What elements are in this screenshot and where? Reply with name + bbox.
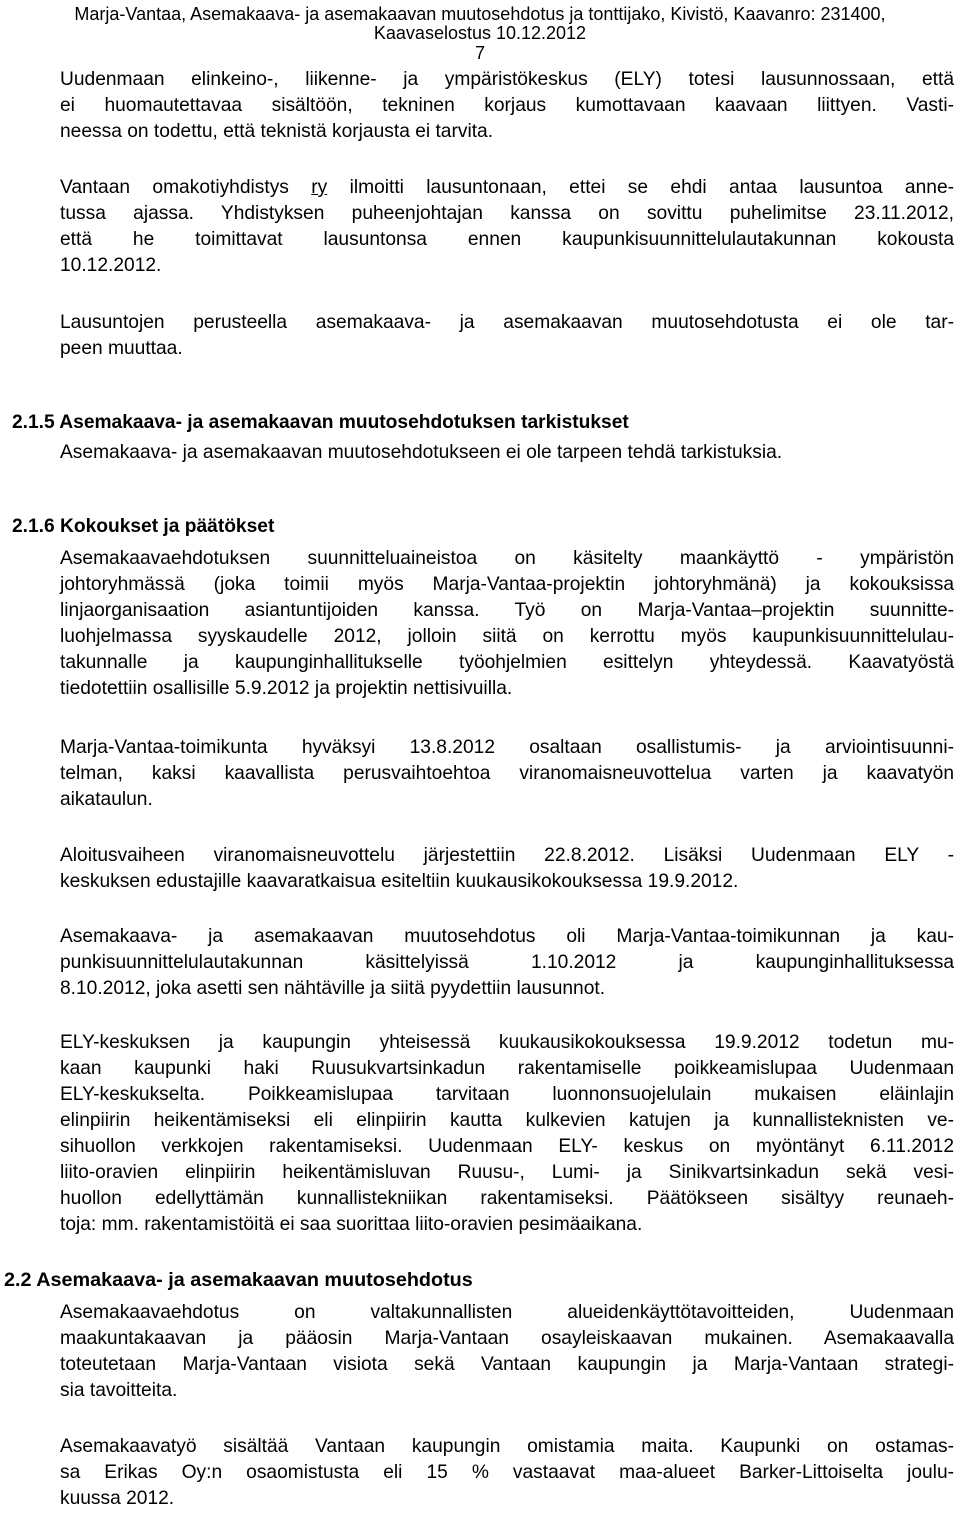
text-line: Asemakaava- ja asemakaavan muutosehdotus oli Marja-Vantaa-toimikunnan ja kau- [60, 926, 954, 947]
text-line: ei huomautettavaa sisältöön, tekninen korjaus kumottavaan kaavaan liittyen. Vasti- [60, 95, 954, 116]
text-span: Vantaan omakotiyhdistys [60, 177, 312, 198]
running-header-line-2: Kaavaselostus 10.12.2012 [373, 23, 587, 43]
text-line: tussa ajassa. Yhdistyksen puheenjohtajan kanssa on sovittu puhelimitse 23.11.2012, [60, 203, 954, 224]
text-line: Asemakaavaehdotus on valtakunnallisten alueidenkäyttötavoitteiden, Uudenmaan [60, 1302, 954, 1323]
text-line: 8.10.2012, joka asetti sen nähtäville ja siitä pyydettiin lausunnot. [60, 978, 606, 999]
text-line: Marja-Vantaa-toimikunta hyväksyi 13.8.2012 osaltaan osallistumis- ja arviointisuunni- [60, 737, 954, 758]
paragraph-aloitusvaihe [60, 843, 954, 895]
text-line: toteutetaan Marja-Vantaan visiota sekä Vantaan kaupungin ja Marja-Vantaan strategi- [60, 1354, 954, 1375]
paragraph-lausuntojen-perusteella [60, 310, 954, 362]
section-heading-2-2: 2.2 Asemakaava- ja asemakaavan muutosehdotus [4, 1269, 473, 1291]
text-line: huollon edellyttämän kunnallistekniikan rakentamiseksi. Päätökseen sisältyy reunaeh- [60, 1188, 954, 1209]
text-line: johtoryhmässä (joka toimii myös Marja-Vantaa-projektin johtoryhmänä) ja kokouksissa [60, 574, 954, 595]
text-line: Asemakaavaehdotuksen suunnitteluaineistoa on käsitelty maankäyttö - ympäristön [60, 548, 954, 569]
text-line: luohjelmassa syyskaudelle 2012, jolloin siitä on kerrottu myös kaupunkisuunnittelulau- [60, 626, 954, 647]
text-line: neessa on todettu, että teknistä korjausta ei tarvita. [60, 121, 494, 142]
text-line: Lausuntojen perusteella asemakaava- ja asemakaavan muutosehdotusta ei ole tar- [60, 312, 954, 333]
text-line: Aloitusvaiheen viranomaisneuvottelu järjestettiin 22.8.2012. Lisäksi Uudenmaan ELY - [60, 845, 954, 866]
section-heading-2-1-6: 2.1.6 Kokoukset ja päätökset [12, 516, 275, 537]
text-line: sihuollon verkkojen rakentamiseksi. Uudenmaan ELY- keskus on myöntänyt 6.11.2012 [60, 1136, 954, 1157]
text-line: telman, kaksi kaavallista perusvaihtoehtoa viranomaisneuvottelua varten ja kaavatyön [60, 763, 954, 784]
page-number: 7 [474, 43, 485, 63]
text-line: linjaorganisaation asiantuntijoiden kanssa. Työ on Marja-Vantaa–projektin suunnitte- [60, 600, 954, 621]
text-line: 10.12.2012. [60, 255, 162, 276]
underlined-abbreviation: ry [311, 177, 328, 198]
paragraph-maanomistus [60, 1434, 954, 1512]
text-span: ilmoitti lausuntonaan, ettei se ehdi antaa lausuntoa anne- [327, 177, 955, 198]
paragraph-omakotiyhdistys [60, 175, 954, 279]
paragraph-valtakunnalliset-tavoitteet [60, 1300, 954, 1404]
text-line: sa Erikas Oy:n osaomistusta eli 15 % vastaavat maa-alueet Barker-Littoiselta joulu- [60, 1462, 954, 1483]
text-line: takunnalle ja kaupunginhallitukselle työohjelmien esittelyn yhteydessä. Kaavatyöstä [60, 652, 954, 673]
text-line: ELY-keskuksen ja kaupungin yhteisessä kuukausikokouksessa 19.9.2012 todetun mu- [60, 1032, 954, 1053]
text-line: toja: mm. rakentamistöitä ei saa suorittaa liito-oravien pesimäaikana. [60, 1214, 643, 1235]
text-line: kaan kaupunki haki Ruusukvartsinkadun rakentamiselle poikkeamislupaa Uudenmaan [60, 1058, 954, 1079]
text-line: ELY-keskukselta. Poikkeamislupaa tarvitaan luonnonsuojelulain mukaisen eläinlajin [60, 1084, 954, 1105]
paragraph-ely-statement [60, 67, 954, 145]
section-heading-2-1-5: 2.1.5 Asemakaava- ja asemakaavan muutosehdotuksen tarkistukset [12, 412, 629, 433]
paragraph-toimikunta [60, 735, 954, 813]
text-line: kuussa 2012. [60, 1488, 175, 1509]
running-header-line-1: Marja-Vantaa, Asemakaava- ja asemakaavan muutosehdotus ja tonttijako, Kivistö, Kaavanro: 231400, [74, 4, 886, 24]
text-line: sia tavoitteita. [60, 1380, 178, 1401]
text-line: Uudenmaan elinkeino-, liikenne- ja ympäristökeskus (ELY) totesi lausunnossaan, että [60, 69, 954, 90]
text-line: maakuntakaavan ja pääosin Marja-Vantaan osayleiskaavan mukainen. Asemakaavalla [60, 1328, 954, 1349]
text-line: Asemakaavatyö sisältää Vantaan kaupungin omistamia maita. Kaupunki on ostamas- [60, 1436, 954, 1457]
paragraph-kasittelyt [60, 924, 954, 1002]
text-line: elinpiirin heikentämiseksi eli elinpiirin kautta kulkevien katujen ja kunnallisteknisten ve- [60, 1110, 954, 1131]
paragraph-poikkeamislupa [60, 1030, 954, 1238]
text-line: Asemakaava- ja asemakaavan muutosehdotukseen ei ole tarpeen tehdä tarkistuksia. [60, 442, 783, 463]
text-line: punkisuunnittelulautakunnan käsittelyissä 1.10.2012 ja kaupunginhallituksessa [60, 952, 954, 973]
paragraph-suunnitteluaineisto [60, 546, 954, 702]
text-line: keskuksen edustajille kaavaratkaisua esiteltiin kuukausikokouksessa 19.9.2012. [60, 871, 739, 892]
text-line: aikataulun. [60, 789, 153, 810]
text-line: peen muuttaa. [60, 338, 183, 359]
text-line: tiedotettiin osallisille 5.9.2012 ja projektin nettisivuilla. [60, 678, 513, 699]
text-line: liito-oravien elinpiirin heikentämisluvan Ruusu-, Lumi- ja Sinikvartsinkadun sekä vesi- [60, 1162, 954, 1183]
text-line [60, 175, 954, 201]
paragraph-tarkistukset [60, 440, 954, 466]
text-line: että he toimittavat lausuntonsa ennen kaupunkisuunnittelulautakunnan kokousta [60, 229, 954, 250]
